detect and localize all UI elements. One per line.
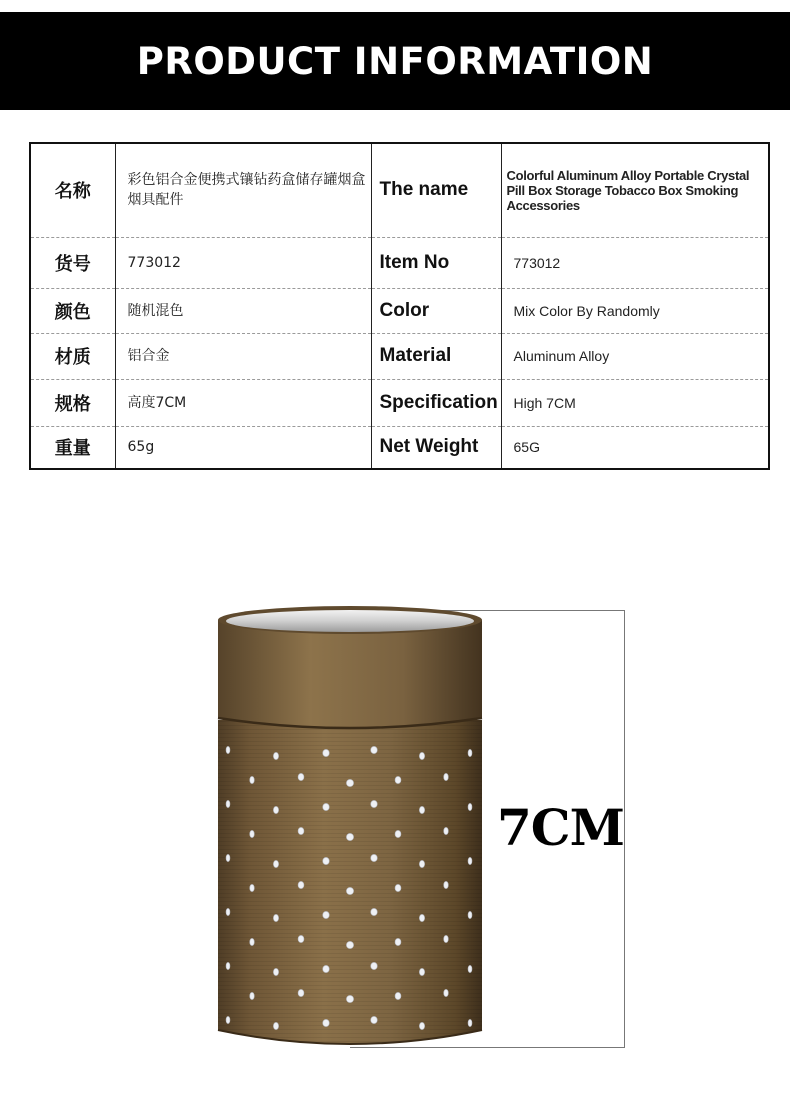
rhinestone (468, 803, 472, 810)
table-row (30, 379, 769, 426)
cn-label-specification: 规格 (30, 379, 115, 426)
en-label-material: Material (371, 333, 501, 379)
cn-label-net-weight: 重量 (30, 426, 115, 469)
rhinestone (273, 752, 278, 759)
rhinestone (371, 854, 378, 861)
rhinestone (444, 935, 449, 942)
rhinestone (346, 779, 353, 786)
rhinestone (273, 1022, 278, 1029)
rhinestone (273, 914, 278, 921)
rhinestone (371, 962, 378, 969)
cn-label-item-no: 货号 (30, 237, 115, 288)
cn-value-color: 随机混色 (115, 288, 371, 333)
header-banner (0, 12, 790, 110)
rhinestone (298, 989, 304, 996)
rhinestone (468, 911, 472, 918)
rhinestone (298, 827, 304, 834)
rhinestone (419, 860, 424, 867)
rhinestone (226, 854, 230, 861)
rhinestone (323, 965, 330, 972)
rhinestone (273, 860, 278, 867)
rhinestone (323, 857, 330, 864)
rhinestone (250, 992, 255, 999)
rhinestone (419, 914, 424, 921)
rhinestone (371, 908, 378, 915)
rhinestone (346, 941, 353, 948)
table-row (30, 143, 769, 237)
rhinestone (395, 830, 401, 837)
cn-value-net-weight: 65g (115, 426, 371, 469)
rhinestone (250, 776, 255, 783)
rhinestone (395, 884, 401, 891)
rhinestone (419, 1022, 424, 1029)
cn-value-material: 铝合金 (115, 333, 371, 379)
en-value-color: Mix Color By Randomly (501, 288, 769, 333)
rhinestone (419, 968, 424, 975)
rhinestone (444, 827, 449, 834)
cn-label-name: 名称 (30, 143, 115, 237)
rhinestone (226, 746, 230, 753)
height-dimension-label: 7CM (497, 798, 624, 857)
en-value-name: Colorful Aluminum Alloy Portable Crystal Pill Box Storage Tobacco Box Smoking Accessories (501, 143, 769, 237)
rhinestone (371, 1016, 378, 1023)
en-value-specification: High 7CM (501, 379, 769, 426)
rhinestone (444, 989, 449, 996)
rhinestone (468, 1019, 472, 1026)
table-row (30, 288, 769, 333)
rhinestone (468, 857, 472, 864)
rhinestone (323, 749, 330, 756)
rhinestone (346, 833, 353, 840)
cn-value-item-no: 773012 (115, 237, 371, 288)
table-row (30, 333, 769, 379)
rhinestone (371, 800, 378, 807)
rhinestone (323, 1019, 330, 1026)
rhinestone (273, 806, 278, 813)
rhinestone (346, 995, 353, 1002)
en-label-color: Color (371, 288, 501, 333)
rhinestone (273, 968, 278, 975)
rhinestone (298, 881, 304, 888)
rhinestone (444, 881, 449, 888)
rhinestone (395, 992, 401, 999)
cn-label-color: 颜色 (30, 288, 115, 333)
rhinestone (444, 773, 449, 780)
cn-label-material: 材质 (30, 333, 115, 379)
table-row (30, 426, 769, 469)
en-label-item-no: Item No (371, 237, 501, 288)
en-value-material: Aluminum Alloy (501, 333, 769, 379)
rhinestone (346, 887, 353, 894)
table-row (30, 237, 769, 288)
en-value-net-weight: 65G (513, 439, 540, 456)
rhinestone (298, 935, 304, 942)
rhinestone (250, 938, 255, 945)
cn-value-name: 彩色铝合金便携式镶钻药盒储存罐烟盒烟具配件 (115, 143, 371, 237)
product-spec-table (29, 142, 770, 470)
rhinestone (226, 962, 230, 969)
rhinestone (250, 884, 255, 891)
rhinestone (226, 800, 230, 807)
en-label-name: The name (371, 143, 501, 237)
rhinestone (371, 746, 378, 753)
rhinestone (395, 776, 401, 783)
rhinestone (468, 749, 472, 756)
lid-top (226, 610, 474, 632)
rhinestone (226, 1016, 230, 1023)
en-value-item-no: 773012 (501, 237, 769, 288)
rhinestone (298, 773, 304, 780)
rhinestone (323, 803, 330, 810)
rhinestone (226, 908, 230, 915)
en-label-specification: Specification (371, 379, 501, 426)
jar-lid (218, 606, 482, 728)
rhinestone (419, 752, 424, 759)
rhinestone (468, 965, 472, 972)
banner-title: PRODUCT INFORMATION (136, 39, 654, 83)
en-label-net-weight: Net Weight (371, 426, 501, 469)
rhinestone (323, 911, 330, 918)
rhinestone (250, 830, 255, 837)
rhinestone (395, 938, 401, 945)
rhinestone (419, 806, 424, 813)
cn-value-specification: 高度7CM (115, 379, 371, 426)
